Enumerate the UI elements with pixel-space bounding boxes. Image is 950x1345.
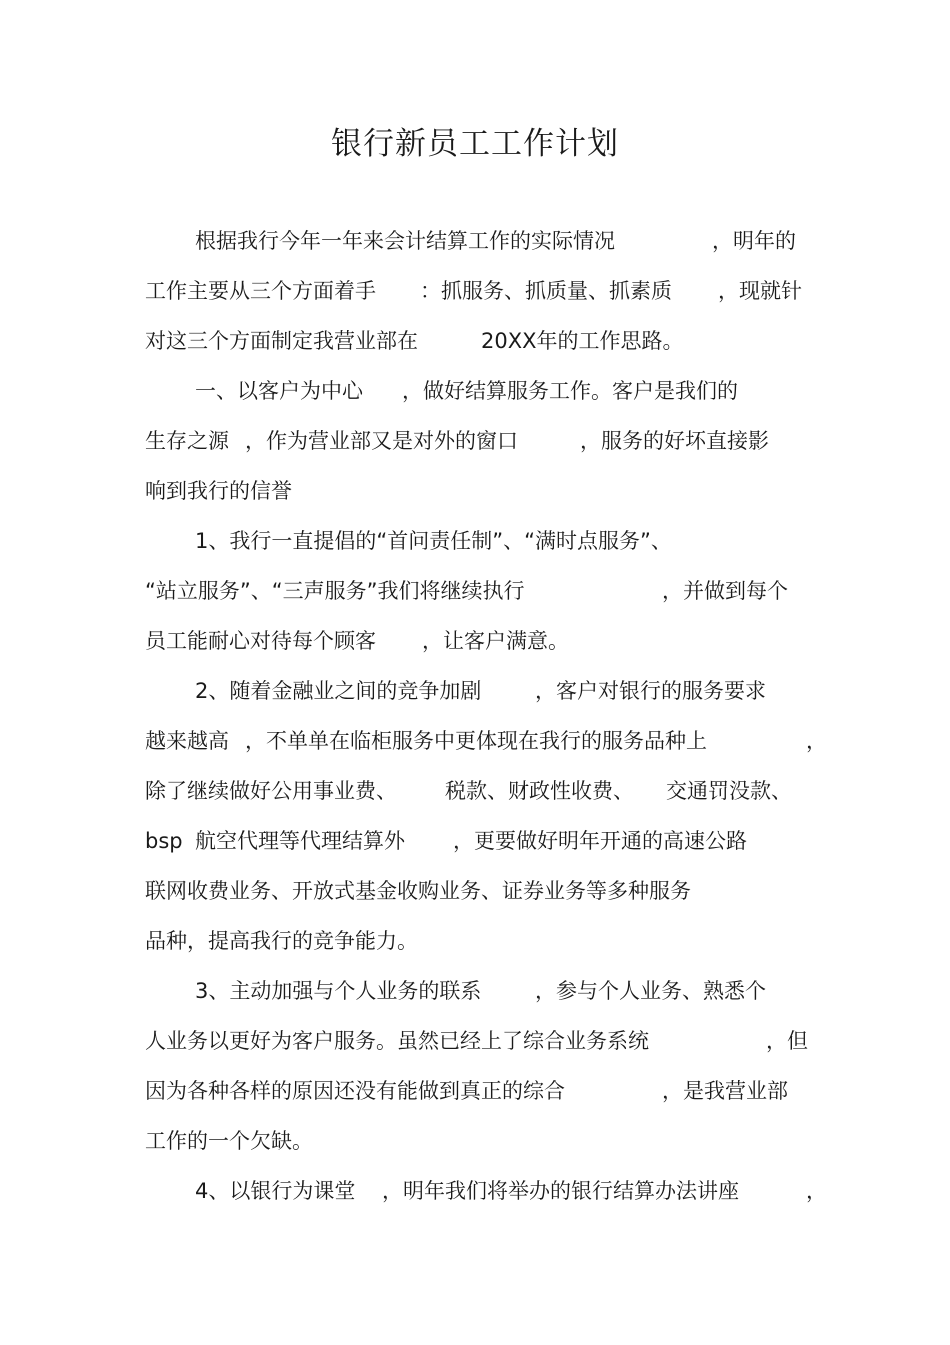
text-line	[0, 671, 950, 711]
text-segment: ，让客户满意。	[422, 629, 569, 653]
text-segment: 税款、财政性收费、	[445, 779, 634, 803]
text-segment: ：抓服务、抓质量、抓素质	[420, 279, 672, 303]
text-segment: ，是我营业部	[662, 1079, 788, 1103]
text-segment: 工作主要从三个方面着手	[145, 279, 376, 303]
text-segment: ，现就针	[718, 279, 802, 303]
text-segment: 生存之源	[145, 429, 229, 453]
text-segment: ，作为营业部又是对外的窗口	[245, 429, 518, 453]
text-segment: ，并做到每个	[662, 579, 788, 603]
text-segment: 一、以客户为中心	[195, 379, 363, 403]
text-segment: ，参与个人业务、熟悉个	[535, 979, 766, 1003]
text-segment: 20XX年的工作思路。	[481, 329, 684, 353]
text-segment: ，客户对银行的服务要求	[535, 679, 766, 703]
text-line	[0, 721, 950, 761]
text-segment: ，不单单在临柜服务中更体现在我行的服务品种上	[245, 729, 707, 753]
text-segment: 根据我行今年一年来会计结算工作的实际情况	[195, 229, 615, 253]
text-line	[0, 271, 950, 311]
text-line	[0, 321, 950, 361]
text-segment: ，更要做好明年开通的高速公路	[453, 829, 747, 853]
text-segment: 2、随着金融业之间的竞争加剧	[195, 679, 482, 703]
text-segment: 除了继续做好公用事业费、	[145, 779, 397, 803]
text-line	[0, 1171, 950, 1211]
text-segment: ，	[806, 1179, 827, 1203]
text-segment: 人业务以更好为客户服务。虽然已经上了综合业务系统	[145, 1029, 649, 1053]
text-segment: 员工能耐心对待每个顾客	[145, 629, 376, 653]
text-line	[0, 571, 950, 611]
text-segment: 4、以银行为课堂	[195, 1179, 356, 1203]
text-line	[0, 221, 950, 261]
text-segment: 3、主动加强与个人业务的联系	[195, 979, 482, 1003]
text-segment: “站立服务”、“三声服务”我们将继续执行	[145, 579, 525, 603]
text-segment: 对这三个方面制定我营业部在	[145, 329, 418, 353]
text-line	[0, 871, 950, 911]
document-title: 银行新员工工作计划	[331, 126, 619, 162]
text-segment: bsp	[145, 829, 183, 853]
text-line	[0, 471, 950, 511]
text-segment: 响到我行的信誉	[145, 479, 292, 503]
text-line	[0, 1071, 950, 1111]
text-line	[0, 971, 950, 1011]
text-segment: 因为各种各样的原因还没有能做到真正的综合	[145, 1079, 565, 1103]
text-segment: 品种，提高我行的竞争能力。	[145, 929, 418, 953]
text-line	[0, 421, 950, 461]
text-segment: ，做好结算服务工作。客户是我们的	[402, 379, 738, 403]
text-line	[0, 921, 950, 961]
text-segment: ，明年的	[712, 229, 796, 253]
text-segment: ，服务的好坏直接影	[580, 429, 769, 453]
text-segment: 交通罚没款、	[666, 779, 792, 803]
text-segment: 航空代理等代理结算外	[195, 829, 405, 853]
text-segment: 联网收费业务、开放式基金收购业务、证券业务等多种服务	[145, 879, 691, 903]
text-segment: ，但	[766, 1029, 808, 1053]
text-line	[0, 1121, 950, 1161]
text-line	[0, 1021, 950, 1061]
text-segment: ，明年我们将举办的银行结算办法讲座	[382, 1179, 739, 1203]
text-line	[0, 621, 950, 661]
text-segment: 1、我行一直提倡的“首问责任制”、“满时点服务”、	[195, 529, 672, 553]
text-segment: 越来越高	[145, 729, 229, 753]
text-segment: ，	[806, 729, 827, 753]
text-segment: 工作的一个欠缺。	[145, 1129, 313, 1153]
text-line	[0, 371, 950, 411]
text-line	[0, 521, 950, 561]
text-line	[0, 821, 950, 861]
text-line	[0, 771, 950, 811]
